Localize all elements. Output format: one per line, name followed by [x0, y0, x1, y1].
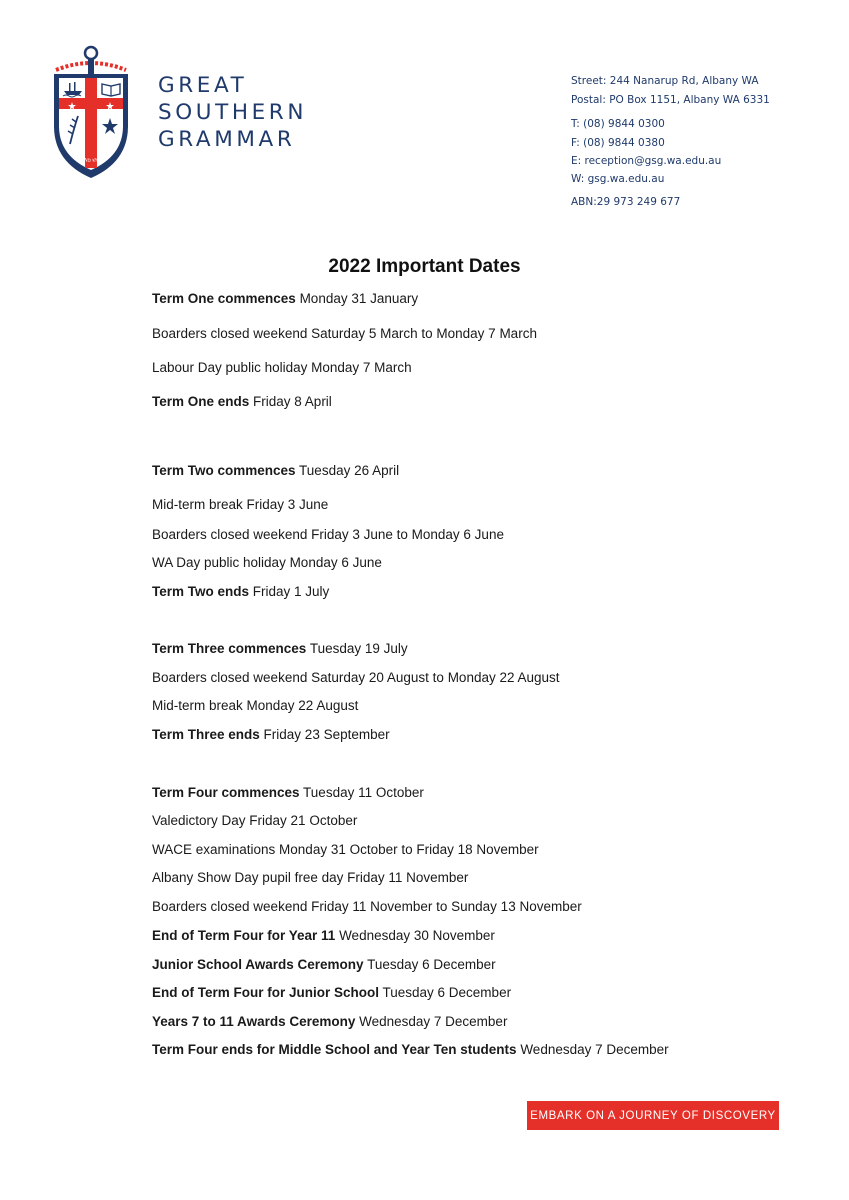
- date-entry: [152, 957, 496, 972]
- school-name-line-3: GRAMMAR: [158, 127, 296, 152]
- date-entry-text: Valedictory Day Friday 21 October: [152, 813, 358, 828]
- date-entry-heading: Term Two commences: [152, 463, 296, 478]
- date-entry-text: Tuesday 11 October: [299, 785, 424, 800]
- date-entry-text: Tuesday 19 July: [306, 641, 408, 656]
- contact-email[interactable]: E: reception@gsg.wa.edu.au: [571, 155, 722, 167]
- date-entry: [152, 641, 408, 656]
- school-crest-logo: [48, 44, 134, 184]
- school-name-line-2: SOUTHERN: [158, 100, 308, 125]
- date-entry-heading: Term Three commences: [152, 641, 307, 656]
- date-entry-text: WA Day public holiday Monday 6 June: [152, 555, 382, 570]
- date-entry-text: Labour Day public holiday Monday 7 March: [152, 360, 412, 375]
- date-entry: [152, 928, 495, 943]
- date-entry-heading: End of Term Four for Year 11: [152, 928, 336, 943]
- date-entry-text: Boarders closed weekend Friday 11 November to Sunday 13 November: [152, 899, 582, 914]
- date-entry: [152, 698, 358, 713]
- date-entry-heading: Years 7 to 11 Awards Ceremony: [152, 1014, 356, 1029]
- page-title: 2022 Important Dates: [328, 256, 521, 277]
- date-entry: [152, 670, 560, 685]
- school-name: [158, 72, 307, 153]
- date-entry-text: Friday 8 April: [249, 394, 332, 409]
- date-entry: [152, 360, 412, 375]
- date-entry: [152, 555, 382, 570]
- date-entry: [152, 985, 511, 1000]
- date-entry: [152, 1042, 669, 1057]
- date-entry-text: Mid-term break Friday 3 June: [152, 497, 329, 512]
- date-entry-heading: Junior School Awards Ceremony: [152, 957, 364, 972]
- date-entry-text: Tuesday 6 December: [363, 957, 496, 972]
- date-entry: [152, 527, 504, 542]
- date-entry: [152, 584, 329, 599]
- date-entry-text: Friday 23 September: [259, 727, 390, 742]
- date-entry: [152, 899, 582, 914]
- date-entry: [152, 291, 418, 306]
- date-entry-text: Wednesday 7 December: [355, 1014, 508, 1029]
- date-entry-text: WACE examinations Monday 31 October to Friday 18 November: [152, 842, 539, 857]
- date-entry: [152, 870, 468, 885]
- date-entry-text: Wednesday 30 November: [335, 928, 495, 943]
- date-entry: [152, 813, 357, 828]
- date-entry: [152, 1014, 507, 1029]
- date-entry: [152, 785, 424, 800]
- date-entry-text: Mid-term break Monday 22 August: [152, 698, 359, 713]
- date-entry-text: Albany Show Day pupil free day Friday 11 November: [152, 870, 469, 885]
- footer-banner: EMBARK ON A JOURNEY OF DISCOVERY: [527, 1101, 779, 1130]
- date-entry-heading: Term Two ends: [152, 584, 250, 599]
- date-entry-heading: Term One ends: [152, 394, 250, 409]
- svg-text:WISDOM AND KNOWLEDGE: WISDOM AND KNOWLEDGE: [63, 143, 119, 165]
- date-entry: [152, 326, 537, 341]
- date-entry-text: Friday 1 July: [249, 584, 330, 599]
- date-entry-heading: Term Three ends: [152, 727, 260, 742]
- date-entry-text: Monday 31 January: [295, 291, 419, 306]
- date-entry-text: Boarders closed weekend Saturday 5 March to Monday 7 March: [152, 326, 537, 341]
- contact-web[interactable]: W: gsg.wa.edu.au: [571, 173, 665, 185]
- school-name-line-1: GREAT: [158, 73, 248, 98]
- date-entry-heading: Term One commences: [152, 291, 296, 306]
- contact-postal: Postal: PO Box 1151, Albany WA 6331: [571, 94, 770, 106]
- date-entry-heading: Term Four ends for Middle School and Year Ten students: [152, 1042, 517, 1057]
- date-entry-heading: End of Term Four for Junior School: [152, 985, 379, 1000]
- date-entry: [152, 394, 332, 409]
- date-entry-heading: Term Four commences: [152, 785, 300, 800]
- date-entry: [152, 497, 328, 512]
- contact-fax: F: (08) 9844 0380: [571, 137, 665, 149]
- contact-phone: T: (08) 9844 0300: [571, 118, 665, 130]
- date-entry-text: Tuesday 26 April: [295, 463, 400, 478]
- date-entry-text: Wednesday 7 December: [516, 1042, 669, 1057]
- date-entry: [152, 463, 399, 478]
- date-entry-text: Boarders closed weekend Friday 3 June to Monday 6 June: [152, 527, 504, 542]
- contact-abn: ABN:29 973 249 677: [571, 196, 681, 208]
- contact-street: Street: 244 Nanarup Rd, Albany WA: [571, 75, 759, 87]
- date-entry: [152, 842, 539, 857]
- date-entry-text: Tuesday 6 December: [379, 985, 512, 1000]
- date-entry-text: Boarders closed weekend Saturday 20 August to Monday 22 August: [152, 670, 560, 685]
- date-entry: [152, 727, 390, 742]
